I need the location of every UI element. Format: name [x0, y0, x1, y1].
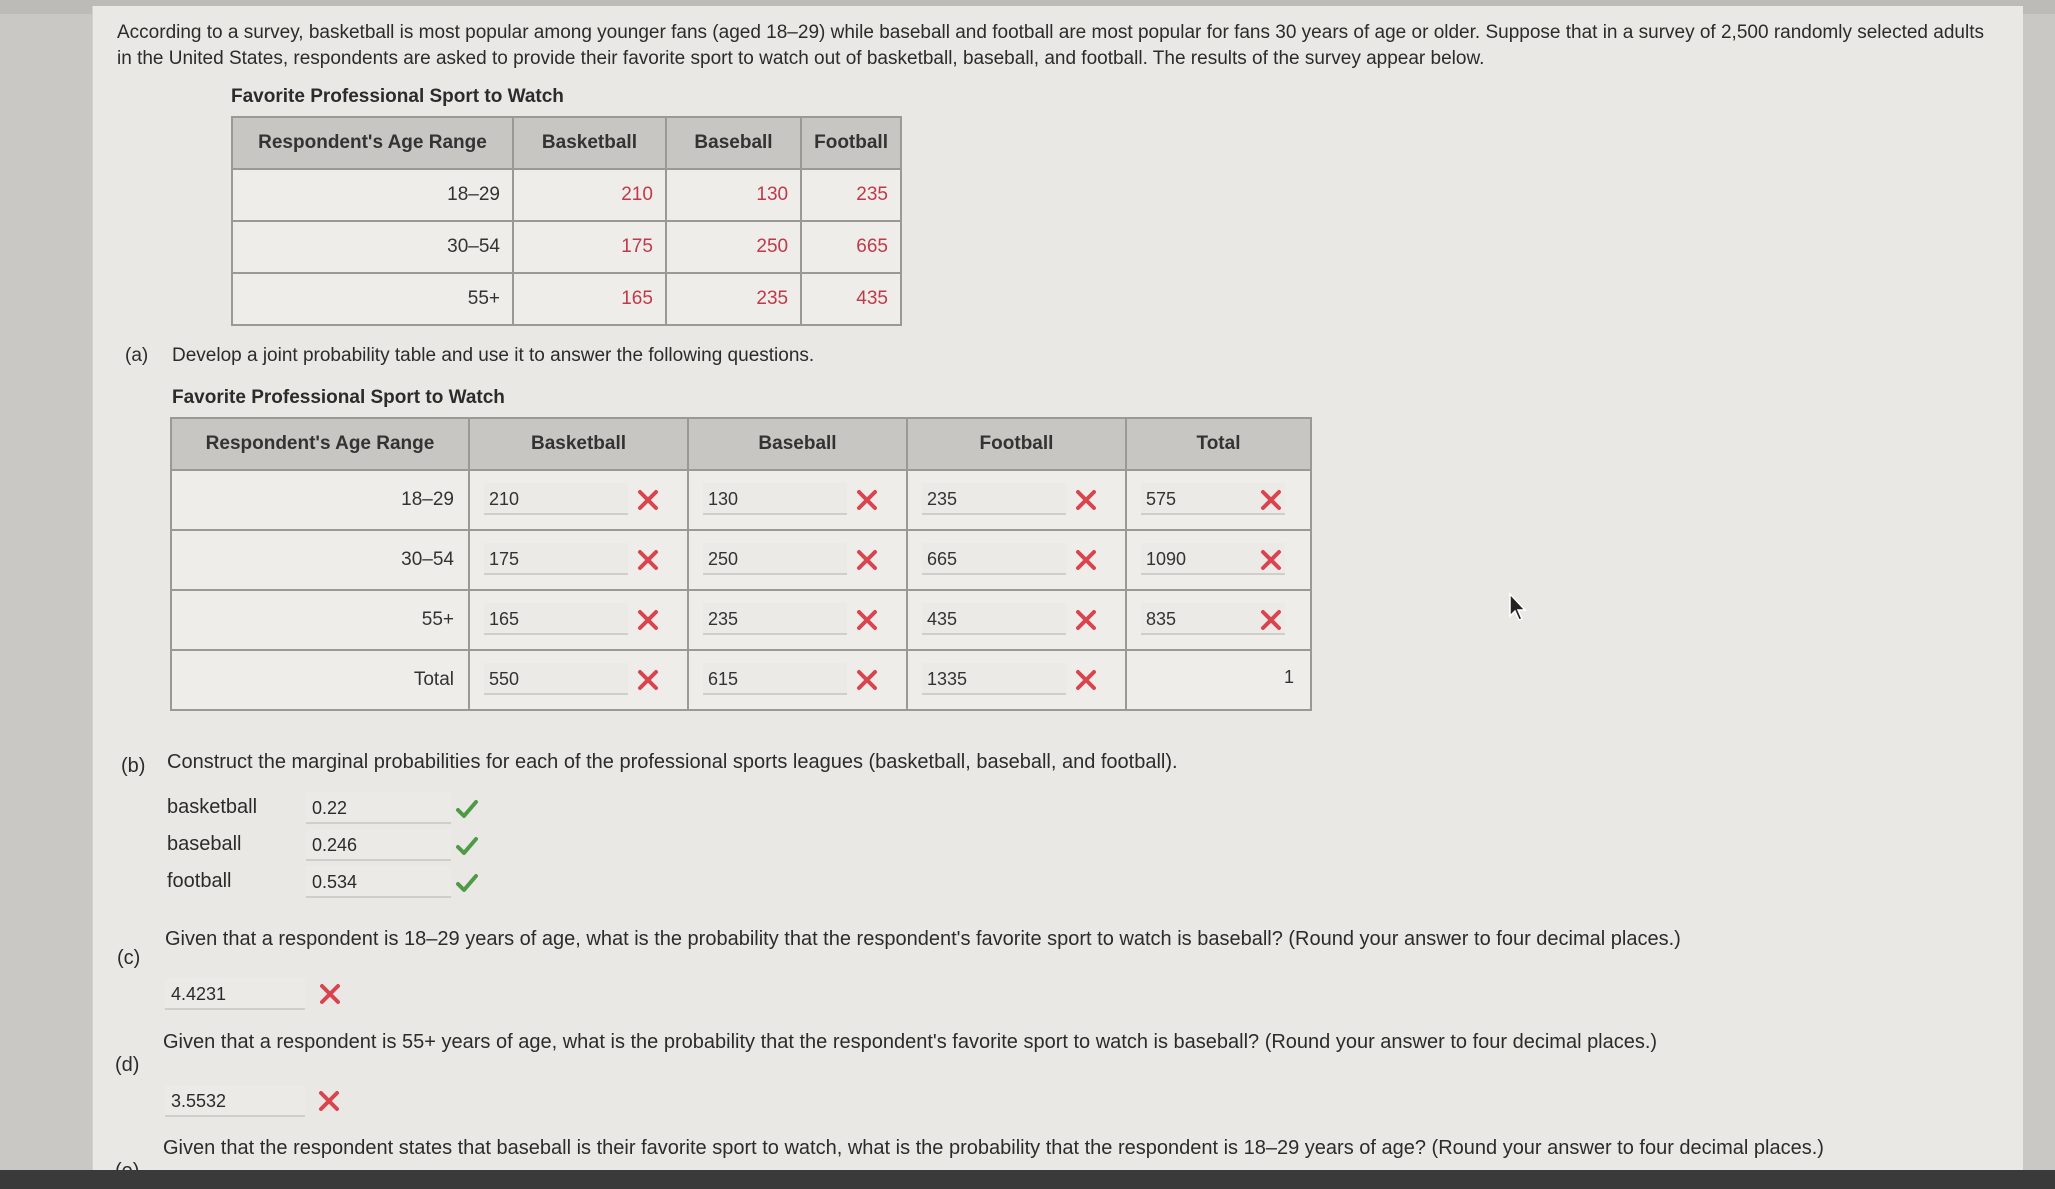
marginal-input-baseball[interactable]: 0.246 [306, 829, 451, 861]
answer-input-c[interactable]: 4.4231 [165, 978, 305, 1010]
marginal-input-football[interactable]: 0.534 [306, 866, 451, 898]
age-cell: 18–29 [171, 470, 469, 530]
joint-probability-table [170, 417, 1312, 711]
correct-check-icon [455, 871, 479, 895]
answer-input[interactable]: 235 [922, 483, 1066, 515]
table2-caption: Favorite Professional Sport to Watch [172, 387, 505, 408]
intro-paragraph: According to a survey, basketball is most popular among younger fans (aged 18–29) while baseball and football are most popular for fans 30 years of age or older. Suppose that in a survey of 2,500 randomly selected adults in the United States, respondents are asked to provide their favorite sport to watch out of basketball, baseball, and football. The results of the survey appear below. [117, 22, 1984, 69]
header-basketball: Basketball [469, 418, 688, 470]
answer-input[interactable]: 250 [703, 543, 847, 575]
answer-cell [907, 470, 1126, 530]
answer-input[interactable]: 210 [484, 483, 628, 515]
count-cell: 665 [801, 221, 901, 273]
part-b-text: Construct the marginal probabilities for each of the professional sports leagues (basketball, baseball, and football). [167, 751, 1178, 773]
table-row [171, 530, 1311, 590]
header-football: Football [907, 418, 1126, 470]
answer-cell [688, 530, 907, 590]
age-cell: 30–54 [232, 221, 513, 273]
incorrect-x-icon [1075, 489, 1097, 511]
marginal-label-basketball: basketball [167, 796, 258, 818]
incorrect-x-icon [1260, 549, 1282, 571]
answer-input[interactable]: 130 [703, 483, 847, 515]
mouse-cursor-icon [1508, 592, 1530, 622]
part-d-text: Given that a respondent is 55+ years of age, what is the probability that the respondent's favorite sport to watch is baseball? (Round your answer to four decimal places.) [163, 1031, 1658, 1053]
answer-cell [469, 530, 688, 590]
question-page [92, 6, 2023, 1176]
answer-input[interactable]: 665 [922, 543, 1066, 575]
count-cell: 235 [801, 169, 901, 221]
answer-input[interactable]: 615 [703, 663, 847, 695]
incorrect-x-icon [1260, 609, 1282, 631]
answer-cell [907, 650, 1126, 710]
table-row [232, 221, 901, 273]
incorrect-x-icon [1075, 669, 1097, 691]
survey-table [231, 116, 902, 326]
answer-input[interactable]: 550 [484, 663, 628, 695]
count-cell: 210 [513, 169, 666, 221]
answer-cell [907, 590, 1126, 650]
age-cell: 55+ [232, 273, 513, 325]
answer-cell [907, 530, 1126, 590]
grand-total-cell [1126, 650, 1311, 710]
answer-cell [1126, 470, 1311, 530]
incorrect-x-icon [856, 609, 878, 631]
header-total: Total [1126, 418, 1311, 470]
incorrect-x-icon [637, 609, 659, 631]
part-c-label: (c) [117, 947, 141, 969]
incorrect-x-icon [1260, 489, 1282, 511]
answer-input[interactable]: 165 [484, 603, 628, 635]
incorrect-x-icon [1075, 549, 1097, 571]
answer-input[interactable]: 835 [1141, 603, 1285, 635]
answer-input[interactable]: 1090 [1141, 543, 1285, 575]
answer-cell [1126, 530, 1311, 590]
answer-input-d[interactable]: 3.5532 [165, 1085, 305, 1117]
count-cell: 435 [801, 273, 901, 325]
count-cell: 250 [666, 221, 801, 273]
background-bottom-strip [0, 1170, 2055, 1189]
age-cell: Total [171, 650, 469, 710]
grand-total-value: 1 [1283, 667, 1294, 687]
answer-cell [688, 470, 907, 530]
count-cell: 175 [513, 221, 666, 273]
age-cell: 30–54 [171, 530, 469, 590]
answer-input[interactable]: 175 [484, 543, 628, 575]
header-basketball: Basketball [513, 117, 666, 169]
answer-cell [688, 650, 907, 710]
answer-input[interactable]: 435 [922, 603, 1066, 635]
marginal-input-basketball[interactable]: 0.22 [306, 792, 451, 824]
incorrect-x-icon [637, 669, 659, 691]
table-row [171, 650, 1311, 710]
correct-check-icon [455, 834, 479, 858]
header-age-range: Respondent's Age Range [171, 418, 469, 470]
incorrect-x-icon [318, 982, 342, 1006]
correct-check-icon [455, 797, 479, 821]
answer-cell [469, 470, 688, 530]
incorrect-x-icon [637, 549, 659, 571]
table1-caption: Favorite Professional Sport to Watch [231, 86, 564, 107]
part-a-label: (a) [125, 345, 149, 366]
age-cell: 55+ [171, 590, 469, 650]
part-a-text: Develop a joint probability table and use it to answer the following questions. [172, 345, 815, 366]
header-football: Football [801, 117, 901, 169]
age-cell: 18–29 [232, 169, 513, 221]
incorrect-x-icon [317, 1089, 341, 1113]
count-cell: 130 [666, 169, 801, 221]
marginal-label-football: football [167, 870, 232, 892]
part-b-label: (b) [121, 755, 146, 777]
header-baseball: Baseball [666, 117, 801, 169]
answer-cell [1126, 590, 1311, 650]
incorrect-x-icon [856, 549, 878, 571]
answer-input[interactable]: 575 [1141, 483, 1285, 515]
count-cell: 165 [513, 273, 666, 325]
incorrect-x-icon [856, 669, 878, 691]
incorrect-x-icon [1075, 609, 1097, 631]
part-c-text: Given that a respondent is 18–29 years of age, what is the probability that the respondent's favorite sport to watch is baseball? (Round your answer to four decimal places.) [165, 928, 1681, 950]
answer-cell [469, 650, 688, 710]
part-e-text: Given that the respondent states that baseball is their favorite sport to watch, what is the probability that the respondent is 18–29 years of age? (Round your answer to four decimal places.) [163, 1137, 1824, 1159]
table-row [232, 169, 901, 221]
table-row [232, 273, 901, 325]
marginal-label-baseball: baseball [167, 833, 242, 855]
answer-cell [688, 590, 907, 650]
incorrect-x-icon [637, 489, 659, 511]
count-cell: 235 [666, 273, 801, 325]
part-d-label: (d) [115, 1054, 140, 1076]
header-baseball: Baseball [688, 418, 907, 470]
answer-cell [469, 590, 688, 650]
answer-input[interactable]: 235 [703, 603, 847, 635]
incorrect-x-icon [856, 489, 878, 511]
table-row [171, 470, 1311, 530]
header-age-range: Respondent's Age Range [232, 117, 513, 169]
table-row [171, 590, 1311, 650]
answer-input[interactable]: 1335 [922, 663, 1066, 695]
